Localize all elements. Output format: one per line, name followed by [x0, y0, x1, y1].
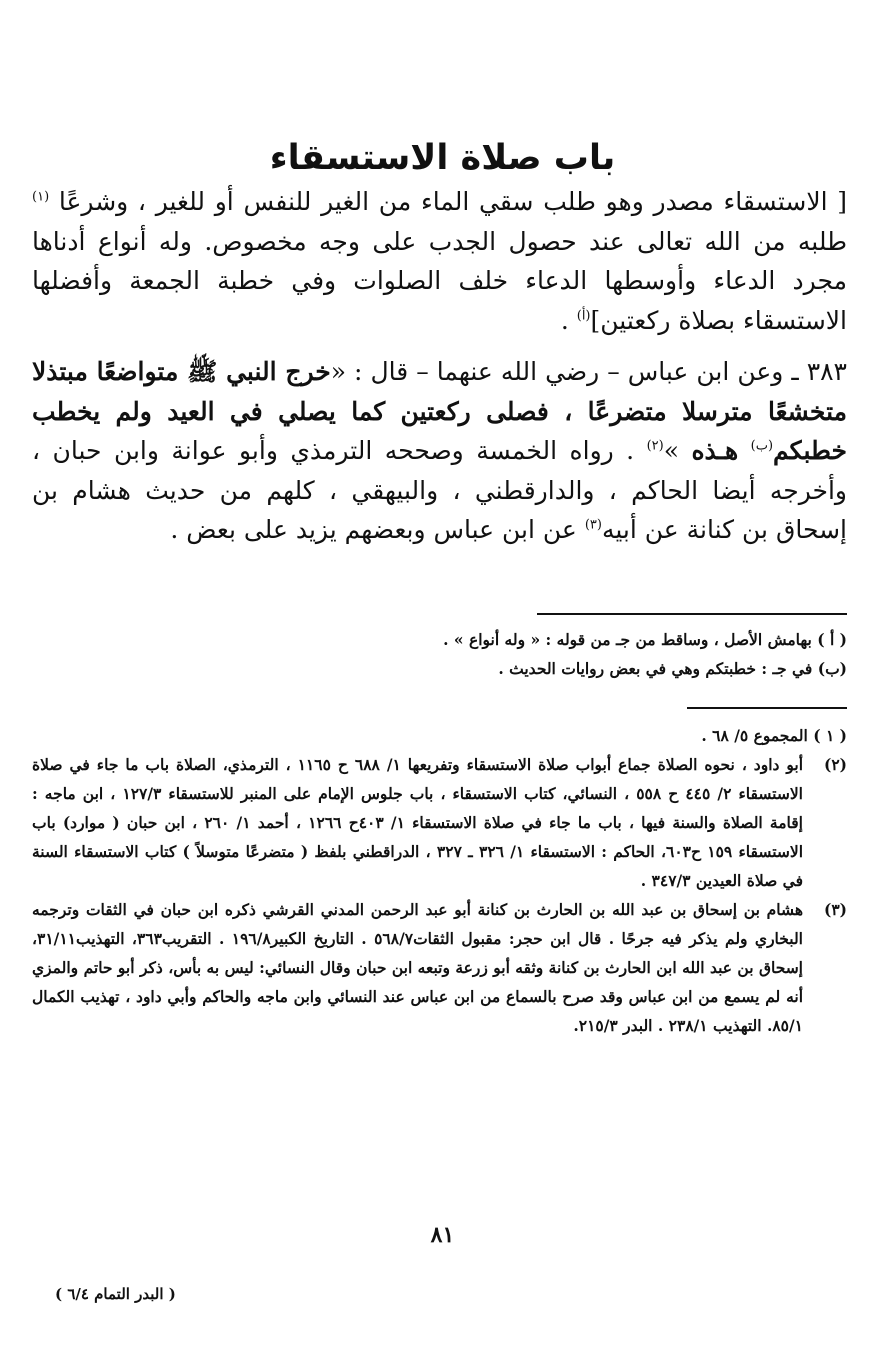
footnote-ref-3: (٣) — [584, 517, 602, 533]
textual-note-b — [32, 654, 847, 683]
page-number: ٨١ — [430, 1222, 455, 1248]
textual-notes — [32, 625, 847, 683]
intro-text-part3: . — [560, 305, 569, 335]
chapter-title: باب صلاة الاستسقاء — [269, 138, 616, 178]
footnote-text: المجموع ٥/ ٦٨ . — [701, 726, 808, 745]
footnotes — [32, 721, 847, 1040]
note-text: في جـ : خطبتكم وهي في بعض روايات الحديث . — [498, 659, 813, 678]
footnote-mark: ( ١ ) — [813, 726, 847, 745]
footnote-text: هشام بن إسحاق بن عبد الله بن الحارث بن كنانة أبو عبد الرحمن المدني القرشي ذكره ابن حبان في الثقات وترجمه البخاري ولم يذكر فيه جرحًا . قال ابن حجر: مقبول الثقات٥٦٨/٧ . التاريخ الكبير١٩٦/٨ . التقريب٣٦٣، التهذيب٣١/١١، إسحاق بن عبد الله ابن الحارث بن كنانة وثقه أبو زرعة وتبعه ابن حبان وقال النسائي: ليس به بأس، ذكر أبو حاتم والمزي أنه لم يسمع من ابن عباس وقد صرح بالسماع من ابن عباس عند النسائي وابن ماجه والحاكم وأبي داود ، تهذيب الكمال ٨٥/١. التهذيب ٢٣٨/١ . البدر ٢١٥/٣. — [32, 900, 803, 1035]
intro-text-part1: [ الاستسقاء مصدر وهو طلب سقي الماء من الغير للنفس أو للغير ، وشرعًا — [58, 187, 847, 216]
intro-text-part2: طلبه من الله تعالى عند حصول الجدب على وجه مخصوص. وله أنواع أدناها مجرد الدعاء وأوسطها الدعاء خلف الصلوات وفي خطبة الجمعة وأفضلها الاستسقاء بصلاة ركعتين] — [32, 226, 847, 335]
note-mark: ( أ ) — [817, 630, 847, 649]
note-mark: (ب) — [817, 659, 847, 678]
hadith-quote: خرج النبي ﷺ متواضعًا مبتذلا متخشعًا مترسلا متضرعًا ، فصلى ركعتين كما يصلي في العيد ولم يخطب خطبكم — [32, 357, 847, 465]
hadith-takhrij: . رواه الخمسة وصححه الترمذي وأبو عوانة وابن حبان ، وأخرجه أيضا الحاكم ، والدارقطني ، والبيهقي ، كلهم من حديث هشام بن إسحاق بن كنانة عن أبيه — [32, 436, 847, 544]
hadith-quote-close: » — [663, 436, 679, 465]
footnote-2 — [32, 750, 847, 895]
hadith-takhrij-end: عن ابن عباس وبعضهم يزيد على بعض . — [170, 515, 577, 544]
footnote-mark: (٣) — [823, 900, 847, 919]
footnote-1 — [32, 721, 847, 750]
footnote-ref-b: (ب) — [750, 438, 774, 454]
text-notes-divider — [537, 613, 847, 615]
footnote-3 — [32, 895, 847, 1040]
textual-note-a — [32, 625, 847, 654]
footnote-ref-1: (١) — [32, 189, 50, 205]
footnote-ref-2: (٢) — [646, 438, 664, 454]
footnote-ref-alpha: (أ) — [576, 308, 591, 324]
hadith-383 — [32, 352, 847, 550]
hadith-narration-intro: ٣٨٣ ـ وعن ابن عباس – رضي الله عنهما – قال : « — [330, 357, 847, 386]
footnote-text: أبو داود ، نحوه الصلاة جماع أبواب صلاة الاستسقاء وتفريعها ١/ ٦٨٨ ح ١١٦٥ ، الترمذي، الصلاة باب ما جاء في صلاة الاستسقاء ٢/ ٤٤٥ ح ٥٥٨ ، النسائي، كتاب الاستسقاء ، باب جلوس الإمام على المنبر للاستسقاء ١٢٧/٣ ، ابن ماجه : إقامة الصلاة والسنة فيها ، باب ما جاء في صلاة الاستسقاء ١/ ٤٠٣ح ١٢٦٦ ، أحمد ١/ ٢٦٠ ، ابن حبان ( موارد) باب الاستسقاء ١٥٩ ح٦٠٣، الحاكم : الاستسقاء ١/ ٣٢٦ ـ ٣٢٧ ، الدراقطني بلفظ ( متضرعًا متوسلاً ) كتاب الاستسقاء السنة في صلاة العيدين ٣٤٧/٣ . — [32, 755, 804, 890]
note-text: بهامش الأصل ، وساقط من جـ من قوله : « وله أنواع » . — [443, 630, 812, 649]
chapter-introduction — [32, 182, 847, 340]
footnotes-divider — [687, 707, 847, 709]
volume-signature: ( البدر التمام ٦/٤ ) — [55, 1285, 176, 1303]
hadith-quote-end: هـذه — [691, 436, 739, 465]
footnote-mark: (٢) — [823, 755, 847, 774]
